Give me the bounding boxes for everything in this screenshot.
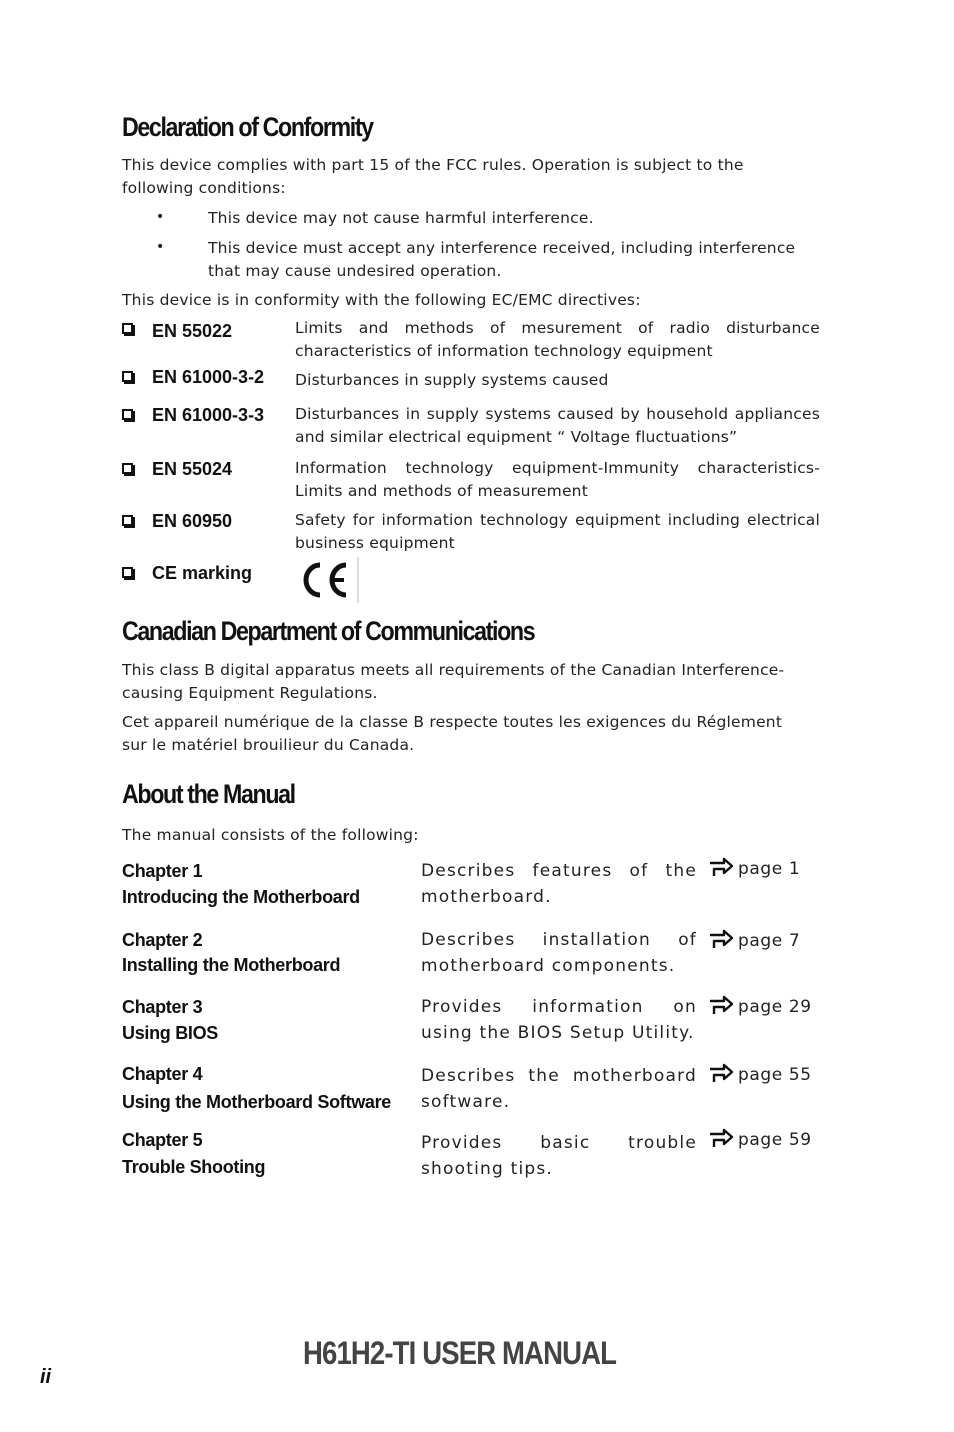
chapter-page-label: page 1 bbox=[738, 859, 801, 879]
arrow-right-icon bbox=[708, 995, 734, 1015]
directive-name: EN 55022 bbox=[152, 321, 233, 341]
directive-name: EN 61000-3-2 bbox=[152, 367, 265, 387]
chapter-number: Chapter 4 bbox=[122, 1064, 203, 1084]
chapter-page[interactable] bbox=[708, 1062, 812, 1088]
manual-intro: The manual consists of the following: bbox=[122, 826, 419, 844]
directive-name: EN 55024 bbox=[152, 459, 233, 479]
chapter-desc: Describes installation of motherboard components. bbox=[421, 930, 697, 976]
chapter-desc: Describes the motherboard software. bbox=[421, 1066, 697, 1112]
chapter-page[interactable] bbox=[708, 994, 812, 1020]
arrow-right-icon bbox=[708, 857, 734, 877]
chapter-page-label: page 7 bbox=[738, 931, 801, 951]
bullet-dot: • bbox=[156, 209, 165, 225]
bullet-item: This device may not cause harmful interference. bbox=[208, 209, 594, 227]
chapter-number: Chapter 1 bbox=[122, 861, 203, 881]
chapter-title: Introducing the Motherboard bbox=[122, 887, 360, 907]
checkbox-square-icon bbox=[122, 409, 133, 420]
ce-mark-icon bbox=[298, 557, 360, 605]
chapter-number: Chapter 5 bbox=[122, 1130, 203, 1150]
chapter-desc: Describes features of the motherboard. bbox=[421, 861, 697, 907]
page-number: ii bbox=[40, 1366, 52, 1388]
directive-name: EN 60950 bbox=[152, 511, 233, 531]
bullet-item: This device must accept any interference received, including interference that may cause undesired operation. bbox=[208, 239, 796, 280]
chapter-page-label: page 59 bbox=[738, 1130, 812, 1150]
directive-name: EN 61000-3-3 bbox=[152, 405, 265, 425]
arrow-right-icon bbox=[708, 929, 734, 949]
canadian-para-en: This class B digital apparatus meets all requirements of the Canadian Interference-causing Equipment Regulations. bbox=[122, 661, 785, 702]
directive-name: CE marking bbox=[152, 563, 253, 583]
bullet-dot: • bbox=[156, 239, 165, 255]
arrow-right-icon bbox=[708, 1128, 734, 1148]
chapter-title: Trouble Shooting bbox=[122, 1157, 266, 1177]
directive-desc: Safety for information technology equipment including electrical business equipment bbox=[295, 511, 820, 552]
chapter-page[interactable] bbox=[708, 928, 800, 954]
chapter-title: Using BIOS bbox=[122, 1023, 219, 1043]
canadian-para-fr: Cet appareil numérique de la classe B respecte toutes les exigences du Réglement sur le matériel brouilieur du Canada. bbox=[122, 713, 783, 754]
chapter-page-label: page 29 bbox=[738, 997, 812, 1017]
directive-desc: Limits and methods of mesurement of radio disturbance characteristics of information technology equipment bbox=[295, 319, 820, 360]
checkbox-square-icon bbox=[122, 371, 133, 382]
checkbox-square-icon bbox=[122, 323, 133, 334]
directive-desc: Disturbances in supply systems caused by household appliances and similar electrical equipment “ Voltage fluctuations” bbox=[295, 405, 820, 446]
chapter-title: Using the Motherboard Software bbox=[122, 1092, 392, 1112]
directive-desc: Information technology equipment-Immunity characteristics-Limits and methods of measurement bbox=[295, 459, 820, 500]
checkbox-square-icon bbox=[122, 567, 133, 578]
checkbox-square-icon bbox=[122, 515, 133, 526]
chapter-desc: Provides basic trouble shooting tips. bbox=[421, 1133, 697, 1179]
chapter-number: Chapter 3 bbox=[122, 997, 203, 1017]
chapter-page[interactable] bbox=[708, 1127, 812, 1153]
directive-desc: Disturbances in supply systems caused bbox=[295, 371, 609, 389]
directives-intro: This device is in conformity with the following EC/EMC directives: bbox=[122, 291, 641, 309]
chapter-number: Chapter 2 bbox=[122, 930, 203, 950]
chapter-page-label: page 55 bbox=[738, 1065, 812, 1085]
chapter-page[interactable] bbox=[708, 856, 800, 882]
chapter-title: Installing the Motherboard bbox=[122, 955, 341, 975]
checkbox-square-icon bbox=[122, 463, 133, 474]
arrow-right-icon bbox=[708, 1063, 734, 1083]
manual-heading: About the Manual bbox=[122, 779, 295, 809]
canadian-heading: Canadian Department of Communications bbox=[122, 616, 535, 646]
chapter-desc: Provides information on using the BIOS Setup Utility. bbox=[421, 997, 697, 1043]
declaration-intro: This device complies with part 15 of the FCC rules. Operation is subject to the following conditions: bbox=[122, 156, 744, 197]
declaration-heading: Declaration of Conformity bbox=[122, 112, 373, 142]
footer-title: H61H2-TI USER MANUAL bbox=[303, 1335, 617, 1371]
